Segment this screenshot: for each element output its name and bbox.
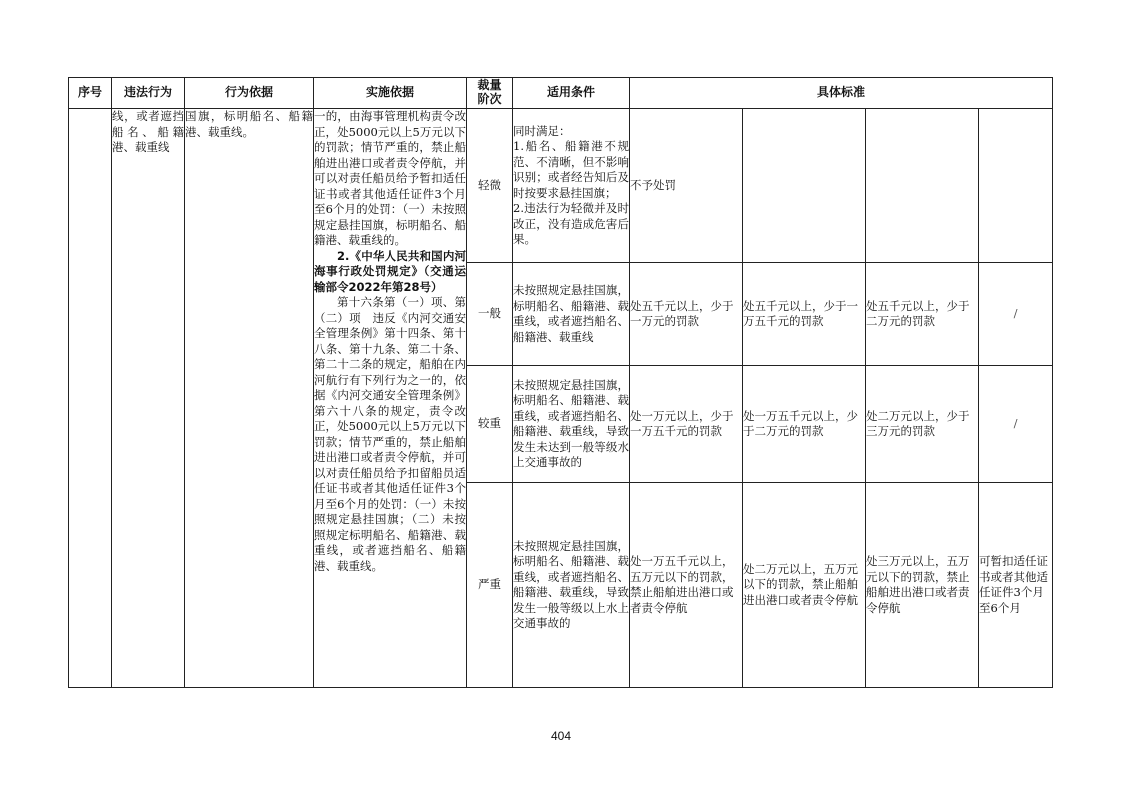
header-row	[69, 78, 1053, 109]
std-minor-1: 不予处罚	[630, 109, 743, 263]
condition-minor-line-3: 2.违法行为轻微并及时改正，没有造成危害后果。	[513, 201, 629, 246]
level-serious: 较重	[467, 366, 513, 483]
header-no: 序号	[69, 78, 112, 109]
std-serious-2: 处一万五千元以上，少于二万元的罚款	[743, 366, 866, 483]
cell-violation: 线，或者遮挡船名、船籍港、载重线	[112, 109, 185, 688]
std-general-2: 处五千元以上，少于一万五千元的罚款	[743, 263, 866, 366]
std-severe-3: 处三万元以上，五万元以下的罚款，禁止船舶进出港口或者责令停航	[866, 483, 979, 688]
condition-minor-line-1: 同时满足：	[513, 123, 571, 138]
level-severe: 严重	[467, 483, 513, 688]
header-level	[467, 78, 513, 109]
cell-no	[69, 109, 112, 688]
std-serious-4: /	[979, 366, 1053, 483]
std-minor-3	[866, 109, 979, 263]
std-general-4: /	[979, 263, 1053, 366]
condition-general: 未按照规定悬挂国旗，标明船名、船籍港、载重线，或者遮挡船名、船籍港、载重线	[513, 263, 630, 366]
implementation-para-1: 一的，由海事管理机构责令改正，处5000元以上5万元以下的罚款；情节严重的，禁止船舶进出港口或者责令停航，并可以对责任船员给予暂扣适任证书或者其他适任证件3个月至6个月的处罚：（一）未按照规定悬挂国旗，标明船名、船籍港、载重线的。	[314, 109, 466, 247]
implementation-law-title: 2.《中华人民共和国内河海事行政处罚规定》（交通运输部令2022年第28号）	[314, 248, 466, 294]
cell-basis: 国旗，标明船名、船籍港、载重线。	[185, 109, 314, 688]
condition-serious: 未按照规定悬挂国旗，标明船名、船籍港、载重线，或者遮挡船名、船籍港、载重线，导致发生未达到一般等级水上交通事故的	[513, 366, 630, 483]
header-implementation: 实施依据	[314, 78, 467, 109]
std-serious-1: 处一万元以上，少于一万五千元的罚款	[630, 366, 743, 483]
condition-severe: 未按照规定悬挂国旗，标明船名、船籍港、载重线，或者遮挡船名、船籍港、载重线，导致发生一般等级以上水上交通事故的	[513, 483, 630, 688]
table-row-tier-minor	[69, 109, 1053, 263]
std-serious-3: 处二万元以上，少于三万元的罚款	[866, 366, 979, 483]
condition-minor-line-2: 1.船名、船籍港不规范、不清晰，但不影响识别；或者经告知后及时按要求悬挂国旗；	[513, 139, 629, 200]
level-minor: 轻微	[467, 109, 513, 263]
std-general-1: 处五千元以上，少于一万元的罚款	[630, 263, 743, 366]
condition-minor	[513, 109, 630, 263]
header-violation: 违法行为	[112, 78, 185, 109]
penalty-standard-table	[68, 77, 1053, 688]
header-basis: 行为依据	[185, 78, 314, 109]
header-level-text: 裁量阶次	[477, 78, 502, 107]
page-number: 404	[550, 729, 572, 743]
header-condition: 适用条件	[513, 78, 630, 109]
std-minor-4	[979, 109, 1053, 263]
cell-implementation	[314, 109, 467, 688]
header-standard: 具体标准	[630, 78, 1053, 109]
implementation-para-3: 第十六条第（一）项、第（二）项 违反《内河交通安全管理条例》第十四条、第十八条、第十九条、第二十条、第二十二条的规定，船舶在内河航行有下列行为之一的，依据《内河交通安全管理条例》第六十八条的规定，责令改正，处5000元以上5万元以下罚款；情节严重的，禁止船舶进出港口或者责令停航，并可以对责任船员给予扣留船员适任证书或者其他适任证件3个月至6个月的处罚：（一）未按照规定悬挂国旗；（二）未按照规定标明船名、船籍港、载重线，或者遮挡船名、船籍港、载重线。	[314, 295, 466, 573]
std-minor-2	[743, 109, 866, 263]
std-general-3: 处五千元以上，少于二万元的罚款	[866, 263, 979, 366]
level-general: 一般	[467, 263, 513, 366]
std-severe-1: 处一万五千元以上，五万元以下的罚款，禁止船舶进出港口或者责令停航	[630, 483, 743, 688]
std-severe-4: 可暂扣适任证书或者其他适任证件3个月至6个月	[979, 483, 1053, 688]
std-severe-2: 处二万元以上，五万元以下的罚款，禁止船舶进出港口或者责令停航	[743, 483, 866, 688]
